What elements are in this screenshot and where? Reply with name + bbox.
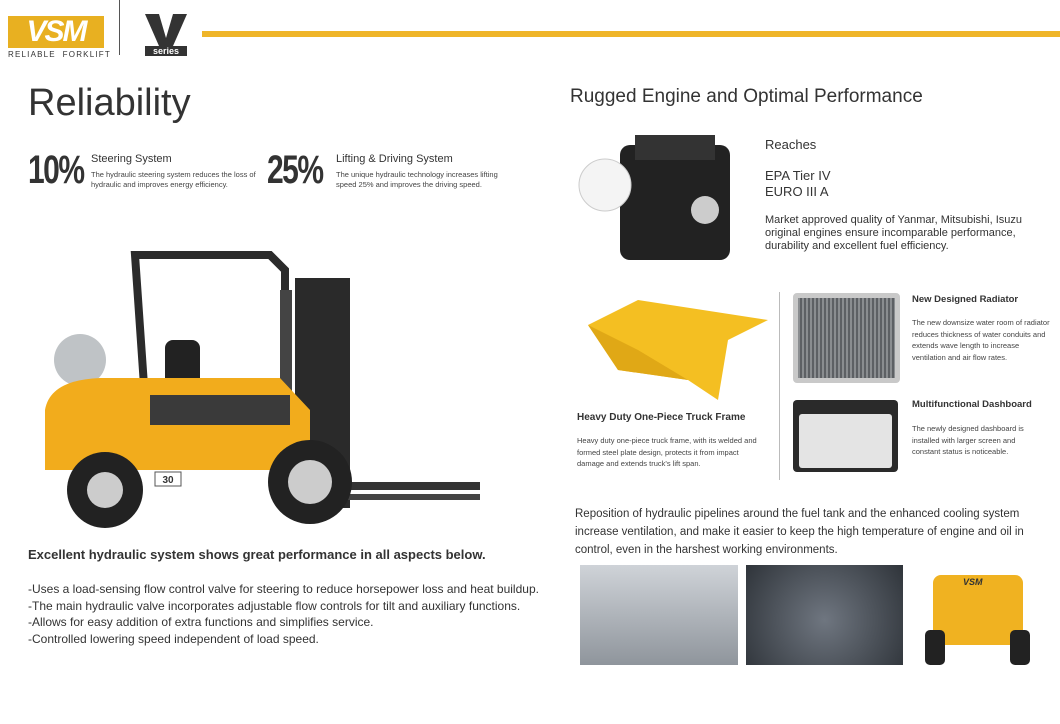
series-label: series: [145, 46, 187, 56]
list-item: -Uses a load-sensing flow control valve for steering to reduce horsepower loss and heat buildup.: [28, 582, 539, 596]
engine-image: [575, 130, 740, 270]
frame-title: Heavy Duty One-Piece Truck Frame: [577, 412, 746, 423]
hydraulic-heading: Excellent hydraulic system shows great performance in all aspects below.: [28, 547, 486, 562]
reaches-label: Reaches: [765, 137, 817, 152]
standard-item: EPA Tier IV: [765, 168, 831, 183]
stat-value: 10%: [28, 148, 84, 192]
radiator-image: [793, 293, 900, 383]
dashboard-image: [793, 400, 898, 472]
dashboard-title: Multifunctional Dashboard: [912, 399, 1032, 410]
stat-desc: The hydraulic steering system reduces the loss of hydraulic and improves energy efficiency.: [91, 170, 256, 189]
list-item: -The main hydraulic valve incorporates adjustable flow controls for tilt and auxiliary functions.: [28, 598, 521, 613]
forklift-rear-photo: [925, 565, 1030, 665]
column-divider: [779, 292, 780, 480]
radiator-desc: The new downsize water room of radiator reduces thickness of water conduits and extends wave length to increase ventilation and air flow rates.: [912, 318, 1050, 362]
truck-frame-image: [578, 290, 773, 400]
stat-desc: The unique hydraulic technology increases lifting speed 25% and improves the driving speed.: [336, 170, 498, 189]
radiator-title: New Designed Radiator: [912, 294, 1019, 305]
header-accent-line: [202, 31, 1060, 37]
forklift-image: [40, 250, 485, 530]
dashboard-desc: The newly designed dashboard is installed with larger screen and constant status is noticeable.: [912, 424, 1024, 456]
forklift-badge: 30: [162, 475, 174, 486]
stat-value: 25%: [267, 148, 323, 192]
stat-title: Lifting & Driving System: [336, 153, 453, 165]
frame-desc: Heavy duty one-piece truck frame, with its welded and formed steel plate design, protects it from impact damage and extends truck's lift span.: [577, 436, 757, 468]
fuel-tank-photo: [580, 565, 738, 665]
cooling-desc: Reposition of hydraulic pipelines around the fuel tank and the enhanced cooling system increase ventilation, and make it easier to keep the high temperature of engine and oil in control, even in the harshest working environments.: [575, 508, 1024, 556]
page-title: Reliability: [28, 82, 191, 124]
list-item: -Allows for easy addition of extra functions and simplifies service.: [28, 615, 374, 629]
list-item: -Controlled lowering speed independent of load speed.: [28, 631, 319, 646]
standard-item: EURO III A: [765, 184, 829, 199]
section-title: Rugged Engine and Optimal Performance: [570, 86, 923, 107]
emission-standards: [765, 168, 831, 200]
stat-title: Steering System: [91, 153, 172, 165]
engine-bay-photo: [746, 565, 903, 665]
engine-desc: Market approved quality of Yanmar, Mitsubishi, Isuzu original engines ensure incomparable performance, durability and excellent fuel efficiency.: [765, 214, 1022, 252]
logo-tagline: RELIABLE FORKLIFT: [8, 50, 111, 59]
rear-logo: VSM: [963, 577, 983, 587]
bullet-list: [28, 581, 539, 647]
vsm-logo: VSM: [8, 16, 104, 48]
header-divider: [119, 0, 120, 55]
